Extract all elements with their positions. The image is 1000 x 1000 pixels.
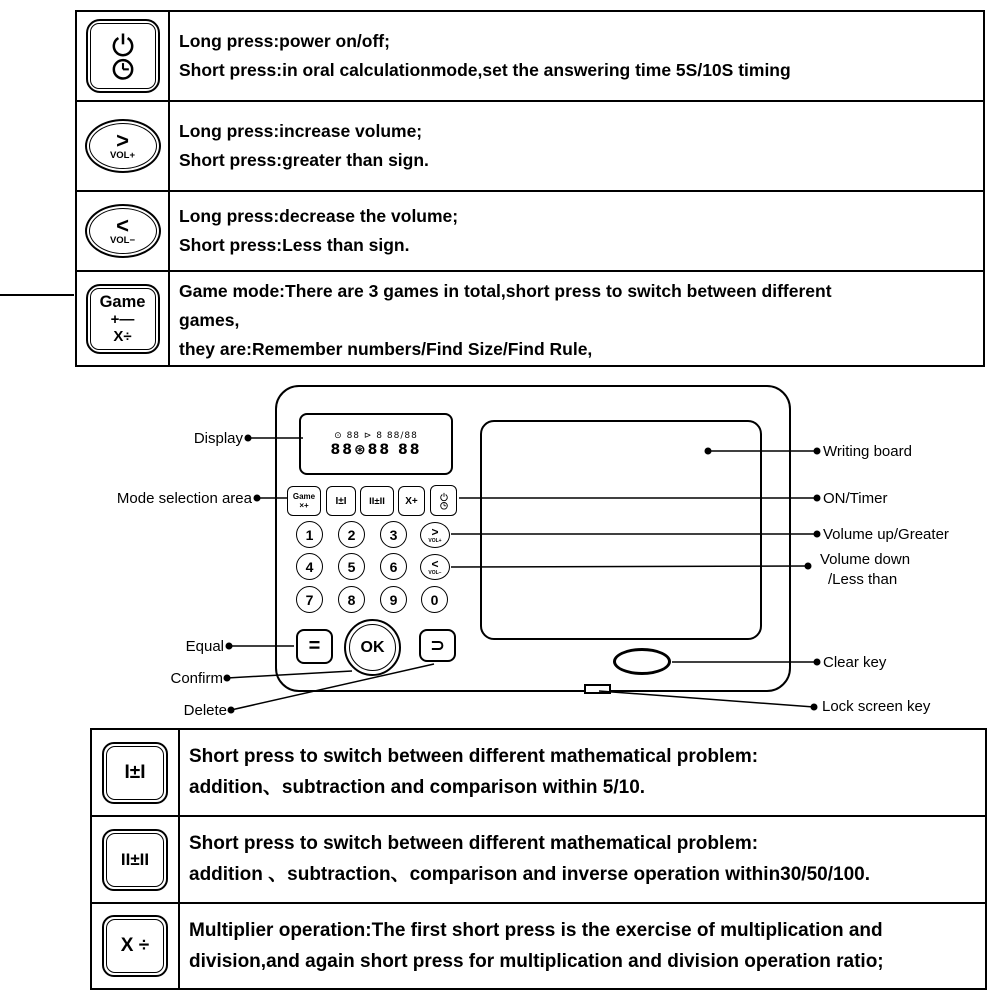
clear-key xyxy=(613,648,671,675)
equal-key: = xyxy=(296,629,333,664)
less-than-icon: < xyxy=(116,213,129,238)
device-volume-up-key: > VOL+ xyxy=(420,522,450,548)
label-writing-board: Writing board xyxy=(823,443,912,460)
key-0: 0 xyxy=(421,586,448,613)
key-3: 3 xyxy=(380,521,407,548)
device-mode1-key: I±I xyxy=(326,486,356,516)
mode3-key-icon: X ÷ xyxy=(102,915,168,977)
greater-than-icon: > xyxy=(116,128,129,153)
table-row-volume-down xyxy=(77,192,983,272)
key-functions-table-bottom xyxy=(90,728,987,990)
key-1: 1 xyxy=(296,521,323,548)
device-display xyxy=(299,413,453,475)
writing-board xyxy=(480,420,762,640)
device-game-key: Game ×+ xyxy=(287,486,321,516)
label-lock-screen-key: Lock screen key xyxy=(822,698,931,715)
key-4: 4 xyxy=(296,553,323,580)
game-key-icon: Game +— X÷ xyxy=(86,284,160,354)
voldown-row-line1: Long press:decrease the volume; xyxy=(179,206,459,226)
label-equal: Equal xyxy=(185,638,224,655)
volup-row-line2: Short press:greater than sign. xyxy=(179,150,429,170)
label-volume-down-2: /Less than xyxy=(828,571,898,588)
volume-down-key-icon: < VOL− xyxy=(85,204,161,258)
key-9: 9 xyxy=(380,586,407,613)
display-digits-row: 88⊛88 88 xyxy=(330,442,422,458)
mode1-key-icon: I±I xyxy=(102,742,168,804)
device-volume-down-key: < VOL− xyxy=(420,554,450,580)
device-mode2-key: II±II xyxy=(360,486,394,516)
delete-key: ⊃ xyxy=(419,629,456,662)
label-on-timer: ON/Timer xyxy=(823,490,888,507)
table-row-mode1 xyxy=(92,730,985,817)
power-row-line1: Long press:power on/off; xyxy=(179,31,390,51)
table-row-game xyxy=(77,272,983,367)
lock-screen-key xyxy=(584,684,611,694)
mode1-row-line1: Short press to switch between different mathematical problem: xyxy=(189,746,759,767)
volup-row-line1: Long press:increase volume; xyxy=(179,121,423,141)
label-confirm: Confirm xyxy=(170,670,223,687)
label-display: Display xyxy=(193,430,243,447)
key-2: 2 xyxy=(338,521,365,548)
table-row-volume-up xyxy=(77,102,983,192)
label-clear-key: Clear key xyxy=(823,654,887,671)
power-row-line2: Short press:in oral calculationmode,set the answering time 5S/10S timing xyxy=(179,60,791,80)
label-volume-down-1: Volume down xyxy=(820,551,911,568)
display-status-row: ⊙ 88 ⊳ 8 88/88 xyxy=(334,431,418,441)
game-row-line2: games, xyxy=(179,310,240,330)
game-row-line3: they are:Remember numbers/Find Size/Find Rule, xyxy=(179,339,593,359)
mode2-row-line1: Short press to switch between different mathematical problem: xyxy=(189,833,759,854)
mode3-row-line2: division,and again short press for multiplication and division operation ratio; xyxy=(189,951,884,972)
key-6: 6 xyxy=(380,553,407,580)
power-timer-key-icon xyxy=(86,19,160,93)
voldown-row-line2: Short press:Less than sign. xyxy=(179,235,410,255)
key-7: 7 xyxy=(296,586,323,613)
device-mode3-key: X+ xyxy=(398,486,425,516)
ok-key: OK xyxy=(344,619,401,676)
table-row-mode3 xyxy=(92,904,985,990)
device-on-timer-key xyxy=(430,485,457,516)
power-clock-icon xyxy=(98,29,148,83)
key-functions-table-top xyxy=(75,10,985,367)
key-8: 8 xyxy=(338,586,365,613)
game-row-line1: Game mode:There are 3 games in total,short press to switch between different xyxy=(179,281,832,301)
mode2-row-line2: addition 、subtraction、comparison and inverse operation within30/50/100. xyxy=(189,864,870,885)
mode3-row-line1: Multiplier operation:The first short press is the exercise of multiplication and xyxy=(189,920,883,941)
table-row-mode2 xyxy=(92,817,985,904)
label-volume-up: Volume up/Greater xyxy=(823,526,949,543)
label-delete: Delete xyxy=(183,702,227,719)
mode1-row-line2: addition、subtraction and comparison within 5/10. xyxy=(189,777,646,798)
label-mode-selection-area: Mode selection area xyxy=(116,490,252,507)
key-5: 5 xyxy=(338,553,365,580)
table-row-power xyxy=(77,12,983,102)
mode2-key-icon: II±II xyxy=(102,829,168,891)
volume-up-key-icon: > VOL+ xyxy=(85,119,161,173)
power-clock-icon-small xyxy=(435,490,453,512)
